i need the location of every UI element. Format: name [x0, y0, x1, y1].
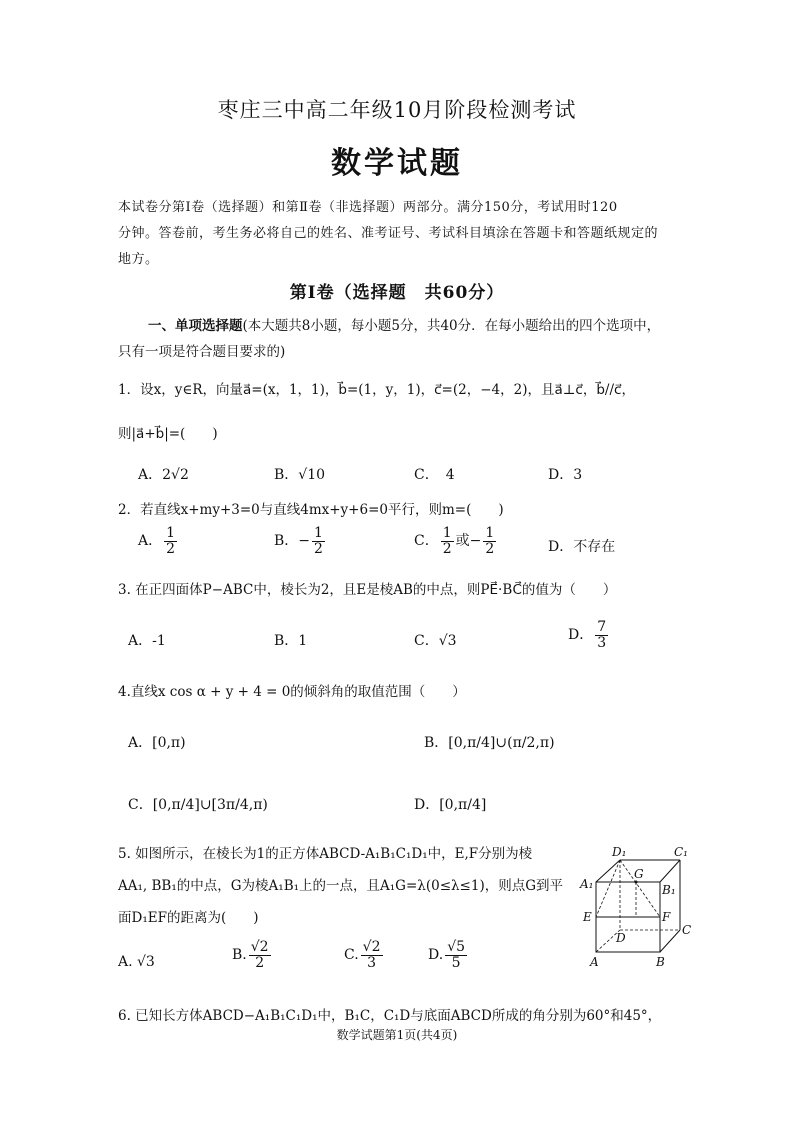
question-5-option-b [232, 940, 273, 970]
question-4-option-a: A．[0,π) [128, 735, 186, 751]
question-2-option-d: D．不存在 [548, 539, 616, 555]
question-3-stem: 3. 在正四面体P−ABC中，棱长为2，且E是棱AB的中点，则PE⃗·BC⃗的值为（ ） [118, 582, 617, 598]
question-3-option-b: B．1 [274, 633, 308, 649]
label-d: D [616, 931, 626, 945]
denominator: 3 [597, 634, 607, 651]
fraction [595, 620, 608, 650]
fraction [483, 526, 496, 556]
numerator: 1 [314, 525, 323, 541]
numerator: 1 [485, 525, 495, 541]
label-f: F [662, 910, 671, 924]
denominator: 2 [166, 540, 176, 557]
question-5-option-c [344, 940, 385, 970]
fraction [312, 526, 325, 556]
label-c1: C₁ [674, 845, 688, 859]
question-2-stem: 2．若直线x+my+3=0与直线4mx+y+6=0平行，则m=( ) [118, 502, 504, 518]
denominator: 5 [451, 954, 461, 971]
fraction [445, 940, 467, 970]
label-a: A [590, 955, 599, 969]
section-heading: 一、单项选择题 [148, 318, 243, 334]
question-5-option-a: A. √3 [118, 954, 155, 970]
cube-edge [660, 930, 680, 952]
cube-diagram [574, 842, 702, 974]
fraction [249, 940, 271, 970]
question-2-option-c [414, 526, 498, 556]
cube-edge [596, 860, 620, 882]
question-6-stem: 6. 已知长方体ABCD−A₁B₁C₁D₁中，B₁C，C₁D与底面ABCD所成的角分别为60°和45°， [118, 1008, 662, 1024]
denominator: 3 [367, 954, 377, 971]
section-description-line-2: 只有一项是符合题目要求的) [118, 344, 286, 360]
question-1-stem-line-2: 则|a⃗+b⃗|=( ) [118, 426, 218, 442]
option-label: A． [138, 533, 163, 550]
question-5-stem-line-2: AA₁, BB₁的中点，G为棱A₁B₁上的一点，且A₁G=λ(0≤λ≤1)，则点G到平 [118, 878, 564, 894]
label-a1: A₁ [580, 877, 594, 891]
option-label: D． [568, 627, 594, 644]
numerator: 1 [442, 525, 452, 541]
question-4-option-c: C．[0,π/4]∪[3π/4,π) [128, 797, 268, 813]
denominator: 2 [314, 540, 323, 557]
question-5-stem-line-3: 面D₁EF的距离为( ) [118, 910, 259, 926]
numerator: 7 [597, 619, 607, 635]
numerator: √2 [250, 939, 269, 955]
subject-title: 数学试题 [331, 146, 463, 181]
intro-line-2: 分钟。答卷前，考生务必将自己的姓名、准考证号、考试科目填涂在答题卡和答题纸规定的 [118, 226, 659, 241]
question-3-option-a: A．-1 [128, 633, 166, 649]
question-3-option-c: C．√3 [414, 633, 457, 649]
numerator: 1 [166, 525, 176, 541]
page-footer: 数学试题第1页(共4页) [336, 1028, 458, 1042]
question-4-option-b: B．[0,π/4]∪(π/2,π) [424, 735, 555, 751]
cube-figure [574, 842, 702, 974]
fraction [441, 526, 454, 556]
segment-d1e [596, 860, 620, 917]
label-c: C [682, 923, 692, 937]
label-e: E [583, 910, 592, 924]
question-5-stem: 5. 如图所示，在棱长为1的正方体ABCD-A₁B₁C₁D₁中，E,F分别为棱 [118, 846, 533, 862]
cube-edge [660, 860, 680, 882]
denominator: 2 [255, 954, 265, 971]
exam-title: 枣庄三中高二年级10月阶段检测考试 [217, 98, 577, 122]
numerator: √2 [362, 939, 381, 955]
option-label: C． [414, 533, 439, 550]
question-2-option-b [274, 526, 327, 556]
numerator: √5 [447, 939, 466, 955]
option-label: B. [232, 947, 247, 964]
intro-line-3: 地方。 [118, 252, 159, 267]
denominator: 2 [485, 540, 495, 557]
question-5-option-d [428, 940, 469, 970]
question-1-stem: 1．设x，y∈R，向量a⃗=(x，1，1)，b⃗=(1，y，1)，c⃗=(2，−4，2)，且a⃗⊥c⃗，b⃗//c⃗， [118, 382, 635, 398]
question-4-option-d: D．[0,π/4] [414, 797, 487, 813]
denominator: 2 [442, 540, 452, 557]
option-label: C. [344, 947, 359, 964]
fraction [164, 526, 177, 556]
section-description [148, 314, 660, 334]
section-title: 第Ⅰ卷（选择题 共60分） [289, 283, 505, 303]
fraction [361, 940, 383, 970]
or-text: 或− [455, 533, 482, 550]
option-label: D. [428, 947, 444, 964]
question-4-stem: 4.直线x cos α + y + 4 = 0的倾斜角的取值范围（ ） [118, 684, 466, 700]
option-label: B．− [274, 533, 311, 550]
intro-line-1: 本试卷分第Ⅰ卷（选择题）和第Ⅱ卷（非选择题）两部分。满分150分，考试用时120 [118, 200, 618, 215]
question-2-option-a [138, 526, 179, 556]
question-1-option-b: B．√10 [274, 467, 326, 483]
question-1-option-d: D．3 [548, 467, 583, 483]
label-g: G [634, 867, 644, 881]
label-d1: D₁ [612, 845, 627, 859]
question-1-option-c: C． 4 [414, 467, 455, 483]
section-description-text: (本大题共8小题，每小题5分，共40分．在每小题给出的四个选项中， [242, 318, 661, 334]
label-b: B [656, 955, 665, 969]
label-b1: B₁ [662, 883, 676, 897]
question-1-option-a: A．2√2 [138, 467, 189, 483]
question-3-option-d [568, 620, 610, 650]
